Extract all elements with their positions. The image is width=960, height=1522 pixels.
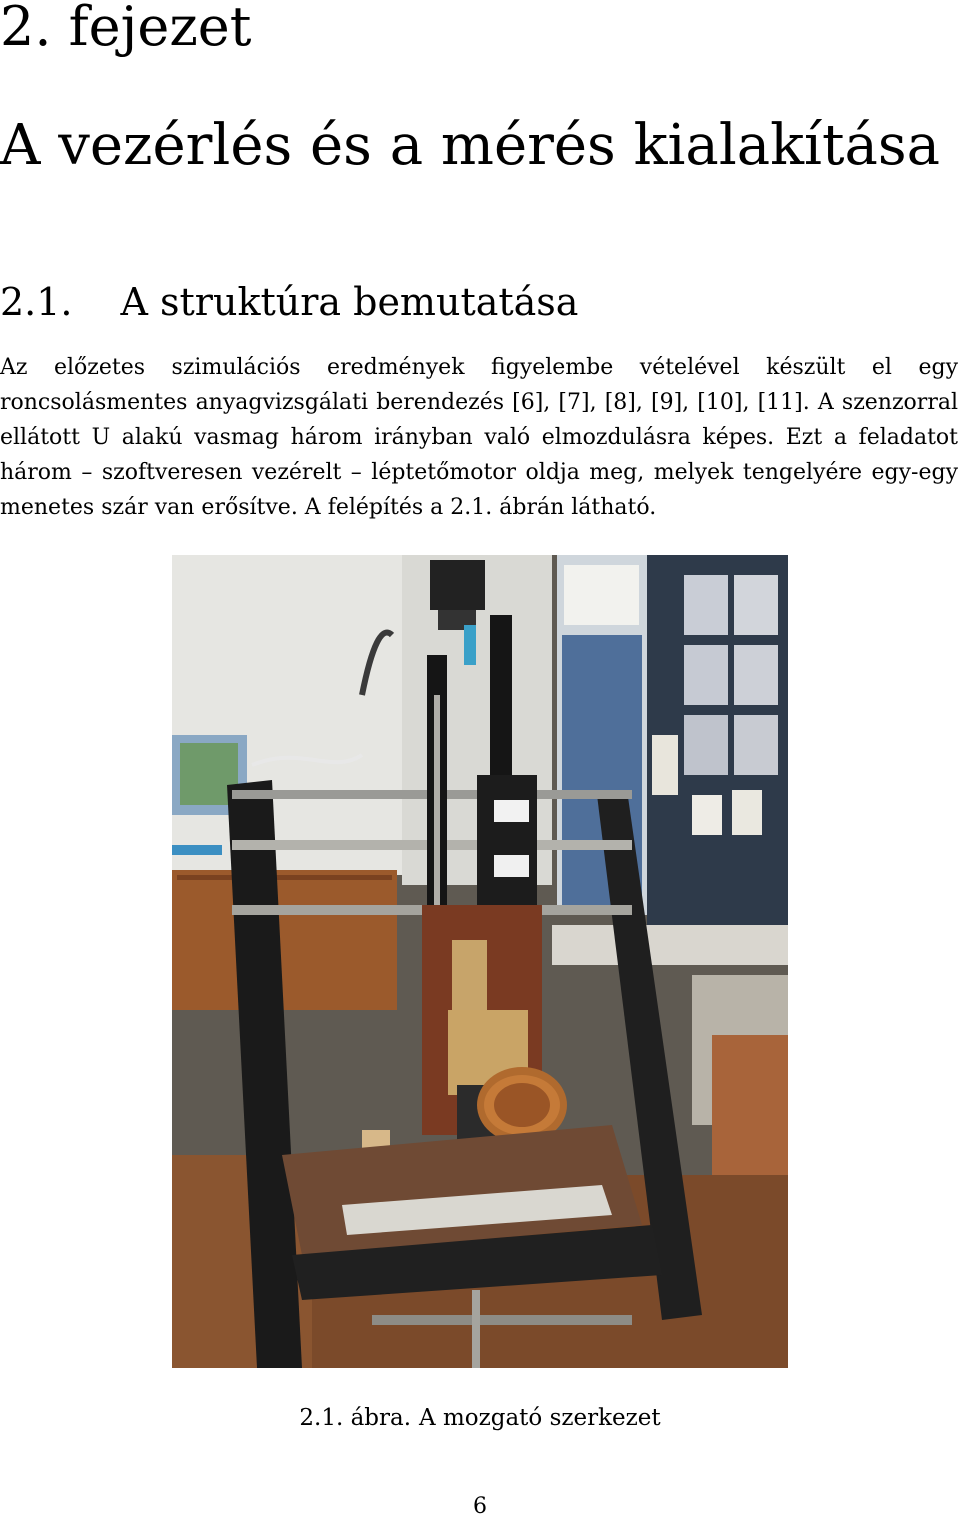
section-title: A struktúra bemutatása: [120, 280, 579, 324]
section-number: 2.1.: [0, 280, 73, 324]
body-paragraph: Az előzetes szimulációs eredmények figyelembe vételével készült el egy roncsolásmentes anyagvizsgálati berendezés [6], [7], [8], [9], [10], [11]. A szenzorral ellátott U alakú vasmag három irányban való elmozdulásra képes. Ezt a feladatot három – szoftveresen vezérelt – léptetőmotor oldja meg, melyek tengelyére egy-egy menetes szár van erősítve. A felépítés a 2.1. ábrán látható.: [0, 355, 958, 520]
figure-caption-number: 2.1. ábra.: [299, 1405, 412, 1431]
apparatus-photo: [172, 555, 788, 1368]
chapter-label: 2. fejezet: [0, 0, 252, 58]
figure-photo: [172, 555, 788, 1368]
chapter-title: A vezérlés és a mérés kialakítása: [0, 113, 940, 178]
figure-caption-text: A mozgató szerkezet: [419, 1405, 661, 1431]
page-number: 6: [473, 1494, 487, 1519]
section-heading: [0, 278, 578, 326]
figure-caption: [0, 1402, 960, 1434]
